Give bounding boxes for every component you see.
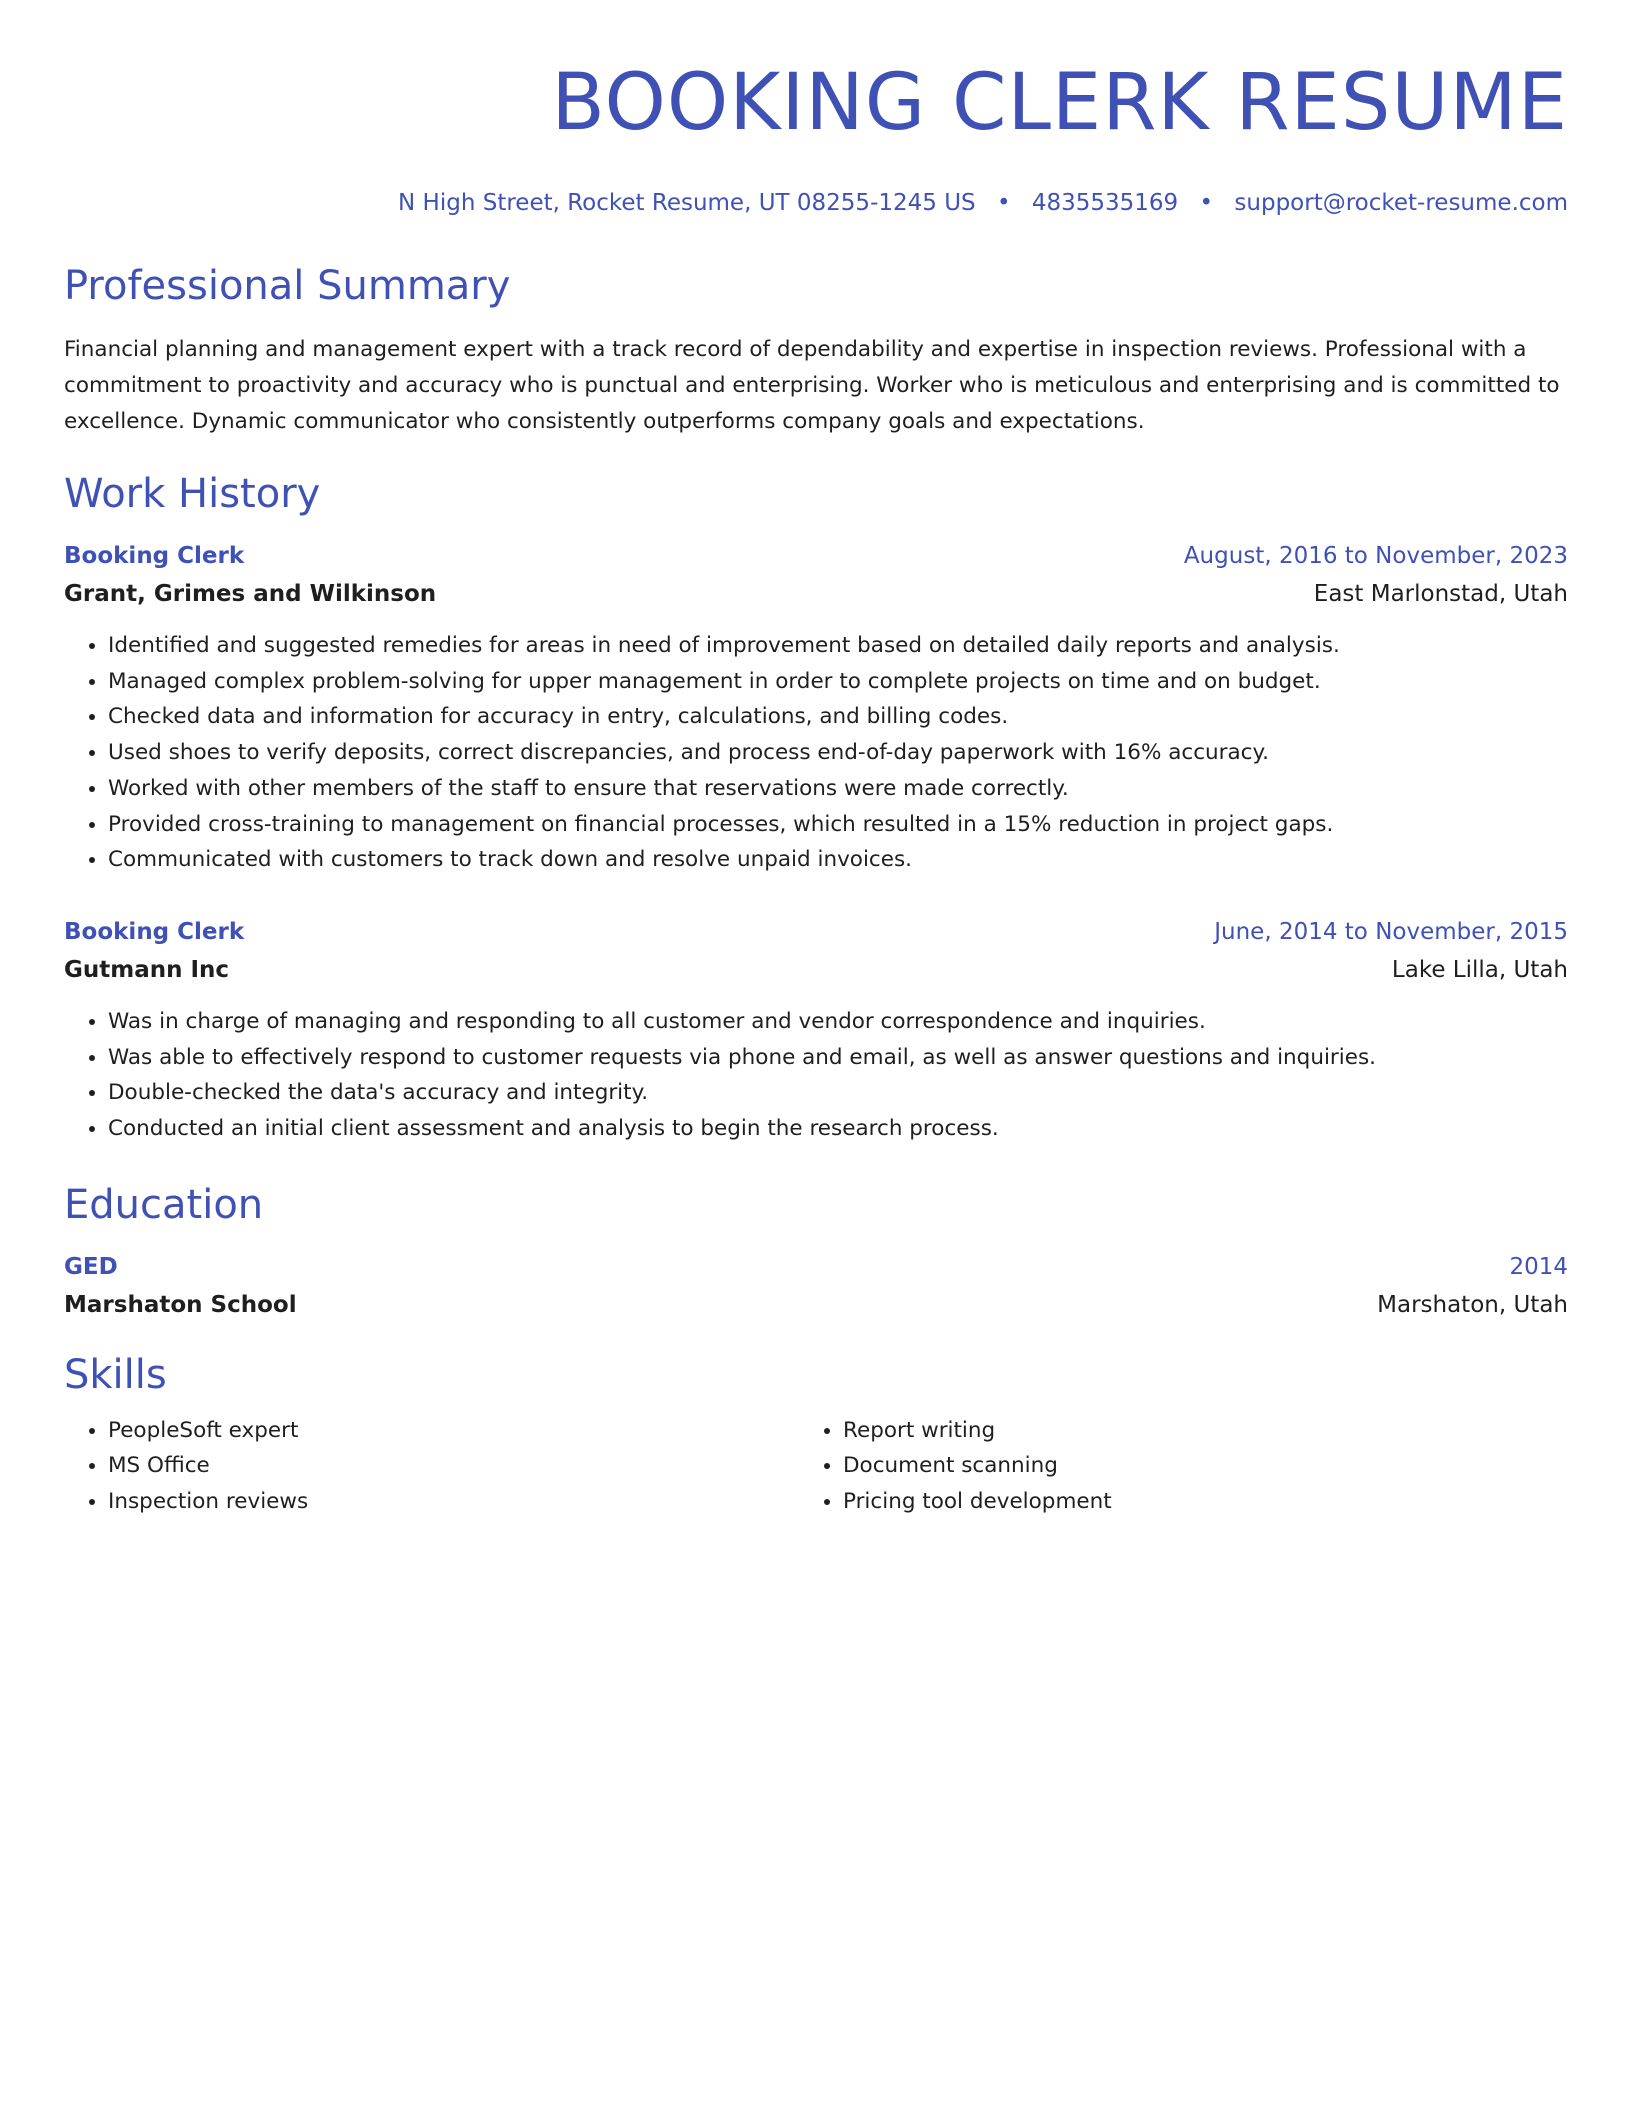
- skill-item: • Report writing: [843, 1413, 1534, 1449]
- job-bullet: • Was able to effectively respond to customer requests via phone and email, as well as answer questions and inquiries.: [108, 1040, 1568, 1076]
- job-bullet-list: [64, 1004, 1568, 1147]
- school-location: Marshaton, Utah: [1377, 1291, 1568, 1318]
- job-location: Lake Lilla, Utah: [1391, 956, 1568, 983]
- job-location: East Marlonstad, Utah: [1313, 581, 1568, 607]
- job-bullet: • Checked data and information for accuracy in entry, calculations, and billing codes.: [108, 699, 1568, 735]
- school-name: Marshaton School: [64, 1291, 297, 1318]
- contact-line: [64, 188, 1568, 218]
- education-heading: Education: [64, 1181, 264, 1228]
- job-bullet: • Managed complex problem-solving for upper management in order to complete projects on time and on budget.: [108, 664, 1568, 700]
- job-bullet: • Communicated with customers to track down and resolve unpaid invoices.: [108, 842, 1568, 878]
- skills-heading: Skills: [64, 1351, 167, 1398]
- skills-list-left: [64, 1413, 799, 1520]
- professional-summary-heading: Professional Summary: [64, 263, 511, 309]
- job-bullet: • Used shoes to verify deposits, correct discrepancies, and process end-of-day paperwork with 16% accuracy.: [108, 735, 1568, 771]
- graduation-year: 2014: [1509, 1253, 1568, 1280]
- degree: GED: [64, 1253, 118, 1280]
- skills-columns: [64, 1413, 1568, 1520]
- job-bullet: • Provided cross-training to management on financial processes, which resulted in a 15% reduction in project gaps.: [108, 807, 1568, 843]
- separator-dot: •: [1199, 190, 1214, 216]
- professional-summary-text: Financial planning and management expert with a track record of dependability and expertise in inspection reviews. Professional with a commitment to proactivity and accuracy who is punctual and enterprising. Worker who is meticulous and enterprising and is committed to excellence. Dynamic communicator who consistently outperforms company goals and expectations.: [64, 337, 1560, 434]
- email: support@rocket-resume.com: [1234, 190, 1568, 216]
- job-header-row: [64, 916, 1568, 948]
- address: N High Street, Rocket Resume, UT 08255-1245 US: [398, 190, 976, 216]
- phone: 4835535169: [1031, 190, 1179, 216]
- job-title: Booking Clerk: [64, 918, 245, 945]
- skill-item: • PeopleSoft expert: [108, 1413, 799, 1449]
- job-bullet: • Conducted an initial client assessment and analysis to begin the research process.: [108, 1111, 1568, 1147]
- skill-item: • Document scanning: [843, 1448, 1534, 1484]
- job-bullet: • Double-checked the data's accuracy and integrity.: [108, 1075, 1568, 1111]
- education-header-row: [64, 1251, 1568, 1283]
- company-name: Grant, Grimes and Wilkinson: [64, 581, 437, 607]
- education-school-row: [64, 1283, 1568, 1321]
- job-bullet: • Worked with other members of the staff to ensure that reservations were made correctly.: [108, 771, 1568, 807]
- education-entry: [64, 1251, 1568, 1321]
- job-company-row: [64, 572, 1568, 610]
- job-entry: [64, 916, 1568, 1147]
- separator-dot: •: [996, 190, 1011, 216]
- skills-list-right: [799, 1413, 1534, 1520]
- job-bullet-list: [64, 628, 1568, 878]
- job-bullet: • Identified and suggested remedies for areas in need of improvement based on detailed daily reports and analysis.: [108, 628, 1568, 664]
- job-bullet: • Was in charge of managing and responding to all customer and vendor correspondence and inquiries.: [108, 1004, 1568, 1040]
- job-title: Booking Clerk: [64, 543, 245, 569]
- job-header-row: [64, 540, 1568, 572]
- job-dates: June, 2014 to November, 2015: [1214, 918, 1568, 945]
- skill-item: • Pricing tool development: [843, 1484, 1534, 1520]
- job-company-row: [64, 948, 1568, 986]
- company-name: Gutmann Inc: [64, 956, 230, 983]
- skill-item: • Inspection reviews: [108, 1484, 799, 1520]
- job-entry: [64, 540, 1568, 878]
- work-history-heading: Work History: [64, 471, 321, 517]
- resume-title: BOOKING CLERK RESUME: [551, 58, 1568, 148]
- job-dates: August, 2016 to November, 2023: [1183, 543, 1568, 569]
- skill-item: • MS Office: [108, 1448, 799, 1484]
